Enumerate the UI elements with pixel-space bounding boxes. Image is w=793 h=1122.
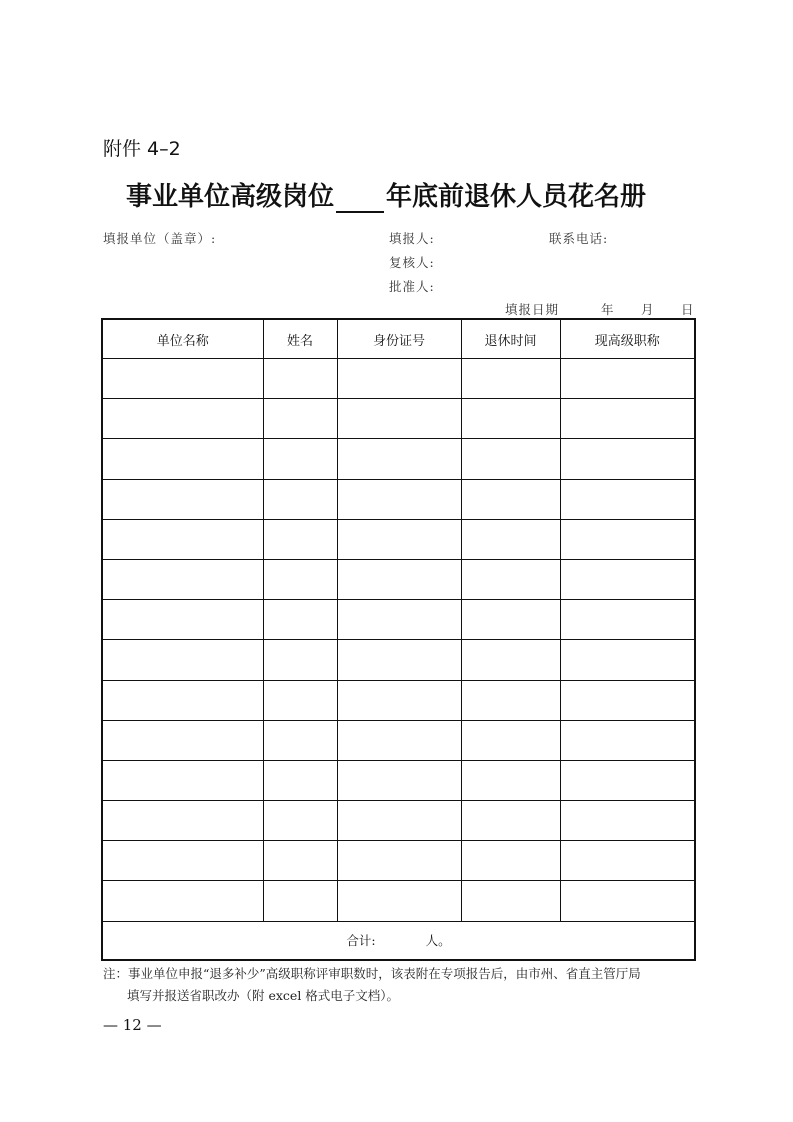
table-row	[102, 359, 695, 399]
table-cell[interactable]	[337, 680, 461, 720]
roster-table	[101, 318, 696, 961]
page-number: — 12 —	[103, 1016, 162, 1034]
total-row	[102, 921, 695, 960]
table-row	[102, 600, 695, 640]
table-row	[102, 801, 695, 841]
table-cell[interactable]	[461, 559, 560, 599]
table-cell[interactable]	[102, 519, 263, 559]
table-cell[interactable]	[560, 399, 695, 439]
table-cell[interactable]	[263, 841, 337, 881]
table-cell[interactable]	[263, 519, 337, 559]
table-cell[interactable]	[461, 801, 560, 841]
table-row	[102, 399, 695, 439]
table-cell[interactable]	[461, 439, 560, 479]
table-cell[interactable]	[102, 640, 263, 680]
table-cell[interactable]	[461, 600, 560, 640]
table-cell[interactable]	[263, 600, 337, 640]
table-row	[102, 841, 695, 881]
table-cell[interactable]	[102, 479, 263, 519]
table-cell[interactable]	[263, 801, 337, 841]
table-row	[102, 720, 695, 760]
note-line-1: 注：事业单位申报“退多补少”高级职称评审职数时，该表附在专项报告后，由市州、省直主管厅局	[103, 966, 641, 981]
table-cell[interactable]	[461, 680, 560, 720]
page-title	[126, 176, 646, 213]
table-cell[interactable]	[560, 600, 695, 640]
reviewer-label: 复核人:	[389, 255, 435, 270]
table-cell[interactable]	[560, 640, 695, 680]
table-cell[interactable]	[461, 720, 560, 760]
table-cell[interactable]	[560, 359, 695, 399]
table-cell[interactable]	[337, 720, 461, 760]
table-cell[interactable]	[560, 439, 695, 479]
title-part-1: 事业单位高级岗位	[126, 182, 335, 212]
table-cell[interactable]	[560, 519, 695, 559]
table-cell[interactable]	[102, 841, 263, 881]
header-row	[102, 319, 695, 359]
table-row	[102, 760, 695, 800]
table-cell[interactable]	[102, 399, 263, 439]
table-cell[interactable]	[263, 359, 337, 399]
table-cell[interactable]	[102, 559, 263, 599]
table-cell[interactable]	[461, 519, 560, 559]
table-cell[interactable]	[337, 359, 461, 399]
table-cell[interactable]	[337, 559, 461, 599]
table-cell[interactable]	[263, 881, 337, 921]
table-cell[interactable]	[263, 680, 337, 720]
total-label: 合计:	[346, 933, 376, 949]
table-cell[interactable]	[461, 640, 560, 680]
table-cell[interactable]	[102, 439, 263, 479]
header-retire-date: 退休时间	[461, 319, 560, 359]
table-cell[interactable]	[337, 519, 461, 559]
table-row	[102, 680, 695, 720]
table-cell[interactable]	[461, 399, 560, 439]
attachment-label: 附件 4–2	[103, 138, 181, 160]
header-title: 现高级职称	[560, 319, 695, 359]
table-cell[interactable]	[560, 559, 695, 599]
table-cell[interactable]	[102, 801, 263, 841]
total-cell	[102, 921, 695, 960]
table-cell[interactable]	[102, 760, 263, 800]
table-cell[interactable]	[337, 600, 461, 640]
date-year: 年	[601, 302, 615, 317]
table-cell[interactable]	[263, 760, 337, 800]
approver-label: 批准人:	[389, 279, 435, 294]
table-cell[interactable]	[337, 479, 461, 519]
date-day: 日	[681, 302, 695, 317]
table-cell[interactable]	[263, 640, 337, 680]
table-cell[interactable]	[102, 720, 263, 760]
filler-label: 填报人:	[389, 231, 435, 246]
table-cell[interactable]	[560, 760, 695, 800]
table-cell[interactable]	[337, 640, 461, 680]
table-row	[102, 881, 695, 921]
table-cell[interactable]	[461, 479, 560, 519]
title-part-2: 年底前退休人员花名册	[386, 182, 647, 212]
table-cell[interactable]	[560, 479, 695, 519]
header-unit-name: 单位名称	[102, 319, 263, 359]
table-cell[interactable]	[263, 559, 337, 599]
table-cell[interactable]	[102, 359, 263, 399]
table-cell[interactable]	[337, 881, 461, 921]
table-cell[interactable]	[102, 680, 263, 720]
table-cell[interactable]	[102, 881, 263, 921]
table-cell[interactable]	[337, 841, 461, 881]
table-cell[interactable]	[461, 760, 560, 800]
table-cell[interactable]	[560, 841, 695, 881]
phone-label: 联系电话:	[549, 231, 609, 246]
table-row	[102, 519, 695, 559]
table-cell[interactable]	[461, 841, 560, 881]
header-name: 姓名	[263, 319, 337, 359]
date-label: 填报日期	[505, 302, 560, 317]
table-cell[interactable]	[560, 881, 695, 921]
unit-label: 填报单位（盖章）:	[103, 231, 217, 246]
year-blank	[336, 185, 384, 213]
table-cell[interactable]	[461, 359, 560, 399]
table-cell[interactable]	[337, 760, 461, 800]
header-id-number: 身份证号	[337, 319, 461, 359]
table-cell[interactable]	[461, 881, 560, 921]
table-cell[interactable]	[337, 439, 461, 479]
table-cell[interactable]	[337, 801, 461, 841]
table-cell[interactable]	[337, 399, 461, 439]
table-cell[interactable]	[560, 720, 695, 760]
note-line-2: 填写并报送省职改办（附 excel 格式电子文档）。	[127, 988, 400, 1003]
table-cell[interactable]	[263, 399, 337, 439]
table-cell[interactable]	[263, 720, 337, 760]
table-cell[interactable]	[263, 479, 337, 519]
table-cell[interactable]	[263, 439, 337, 479]
total-unit: 人。	[425, 933, 451, 949]
table-row	[102, 439, 695, 479]
table-cell[interactable]	[102, 600, 263, 640]
date-month: 月	[641, 302, 655, 317]
table-cell[interactable]	[560, 801, 695, 841]
table-row	[102, 559, 695, 599]
table-row	[102, 640, 695, 680]
table-cell[interactable]	[560, 680, 695, 720]
table-row	[102, 479, 695, 519]
